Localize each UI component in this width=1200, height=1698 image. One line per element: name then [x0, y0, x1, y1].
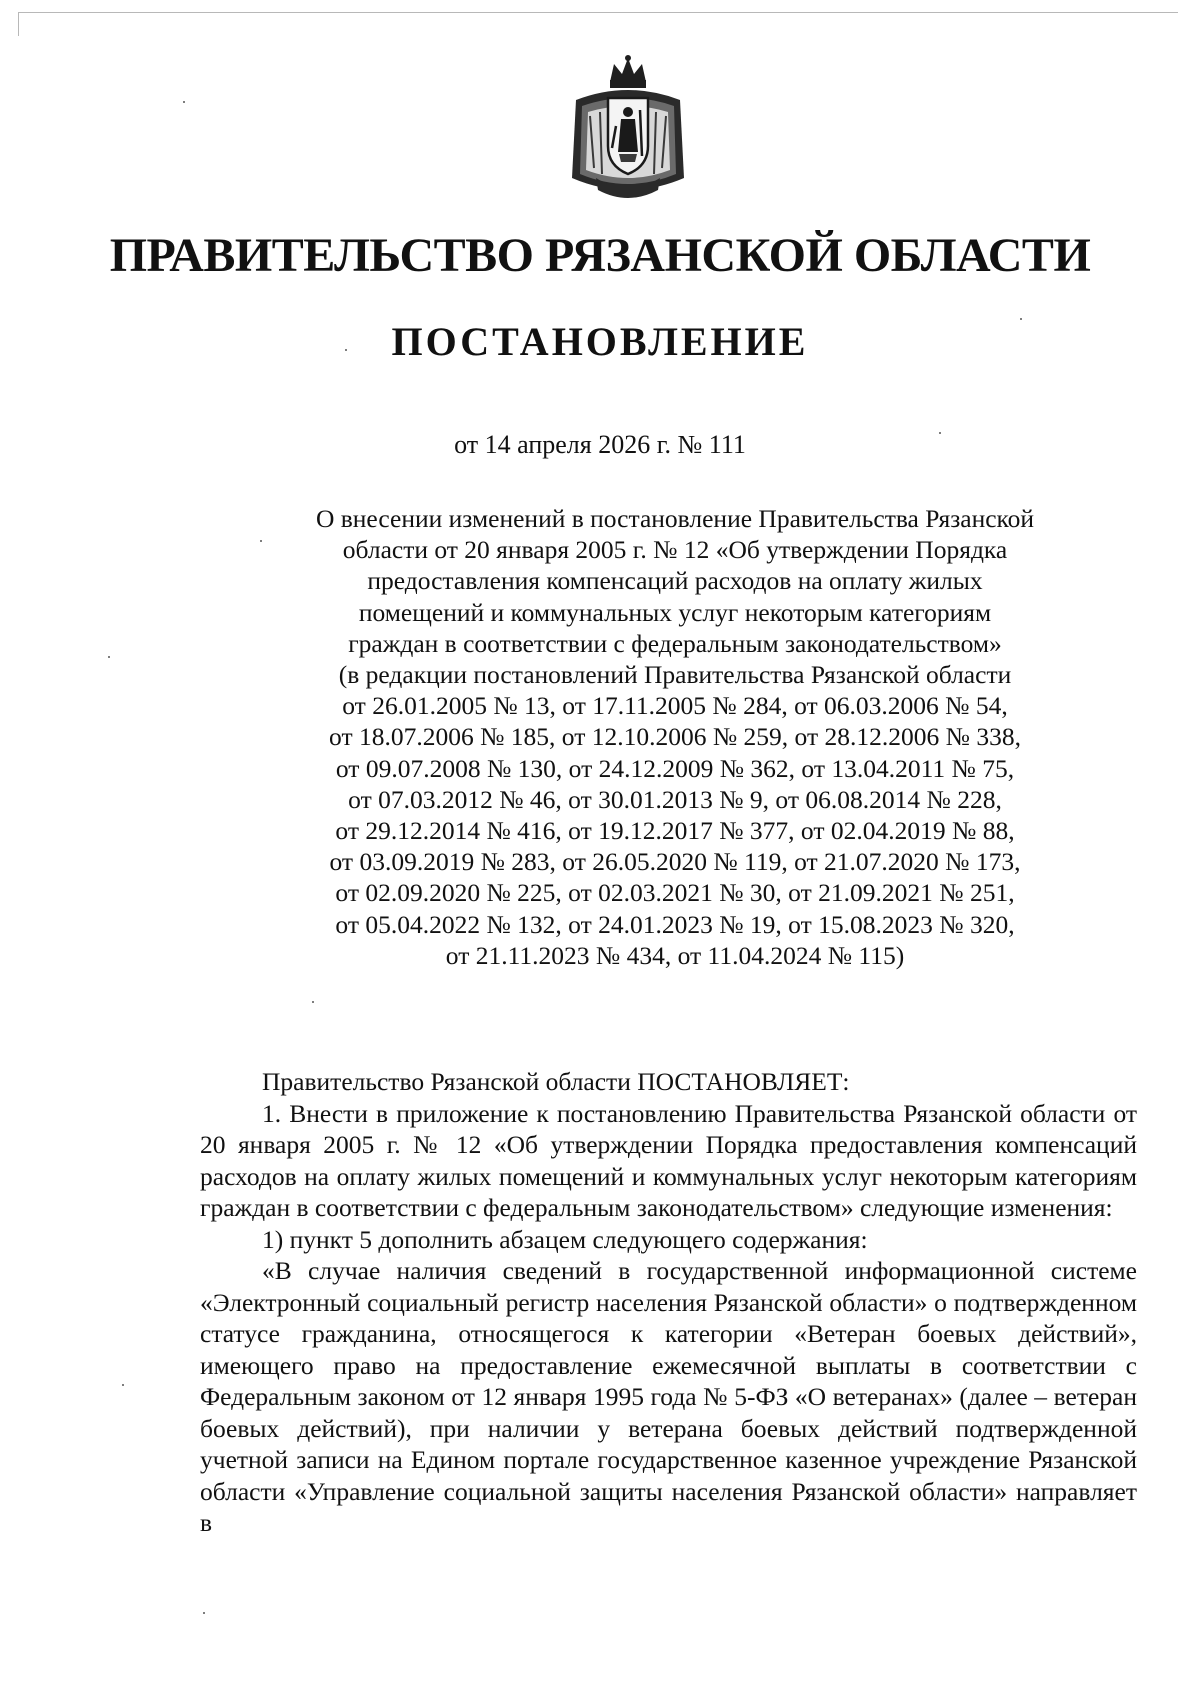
subject-line: от 03.09.2019 № 283, от 26.05.2020 № 119, от 21.07.2020 № 173, — [329, 847, 1021, 877]
document-subject — [255, 503, 1095, 971]
scan-speck — [122, 1384, 124, 1386]
scan-edge-top — [18, 12, 1178, 13]
scan-edge-left — [18, 12, 19, 36]
subject-line: помещений и коммунальных услуг некоторым категориям — [358, 597, 992, 627]
scan-speck — [203, 1612, 205, 1614]
subject-line: от 18.07.2006 № 185, от 12.10.2006 № 259, от 28.12.2006 № 338, — [329, 722, 1021, 752]
paragraph-quote: «В случае наличия сведений в государственной информационной системе «Электронный социальный регистр населения Рязанской области» о подтвержденном статусе гражданина, относящегося к категории «Ветеран боевых действий», имеющего право на предоставление ежемесячной выплаты в соответствии с Федеральным законом от 12 января 1995 года № 5-ФЗ «О ветеранах» (далее – ветеран боевых действий), при наличии у ветерана боевых действий подтвержденной учетной записи на Едином портале государственное казенное учреждение Рязанской области «Управление социальной защиты населения Рязанской области» направляет в — [200, 1256, 1137, 1537]
subject-line: от 21.11.2023 № 434, от 11.04.2024 № 115) — [445, 940, 905, 970]
date-number-line: от 14 апреля 2026 г. № 111 — [454, 430, 746, 459]
subject-line: от 02.09.2020 № 225, от 02.03.2021 № 30, от 21.09.2021 № 251, — [335, 878, 1015, 908]
document-body — [200, 1066, 1137, 1539]
paragraph-item-1: 1. Внести в приложение к постановлению Правительства Рязанской области от 20 января 2005 г. № 12 «Об утверждении Порядка предоставления компенсаций расходов на оплату жилых помещений и коммунальных услуг некоторым категориям граждан в соответствии с федеральным законодательством» следующие изменения: — [200, 1098, 1137, 1222]
subject-line: от 26.01.2005 № 13, от 17.11.2005 № 284, от 06.03.2006 № 54, — [342, 691, 1008, 721]
subject-line: от 07.03.2012 № 46, от 30.01.2013 № 9, от 06.08.2014 № 228, — [348, 784, 1002, 814]
subject-line: от 09.07.2008 № 130, от 24.12.2009 № 362, от 13.04.2011 № 75, — [335, 753, 1015, 783]
organization-title: ПРАВИТЕЛЬСТВО РЯЗАНСКОЙ ОБЛАСТИ — [109, 229, 1091, 282]
resolution-statement: Правительство Рязанской области ПОСТАНОВЛЯЕТ: — [262, 1067, 850, 1096]
document-type: ПОСТАНОВЛЕНИЕ — [391, 319, 809, 364]
subject-line: (в редакции постановлений Правительства Рязанской области — [338, 660, 1012, 690]
subject-line: от 29.12.2014 № 416, от 19.12.2017 № 377, от 02.04.2019 № 88, — [335, 816, 1015, 846]
scan-speck — [183, 101, 185, 103]
subject-line: О внесении изменений в постановление Правительства Рязанской — [315, 504, 1035, 533]
scan-speck — [108, 656, 110, 658]
subject-line: граждан в соответствии с федеральным законодательством» — [348, 628, 1002, 658]
subject-line: предоставления компенсаций расходов на оплату жилых — [367, 566, 983, 596]
subject-line: области от 20 января 2005 г. № 12 «Об утверждении Порядка — [342, 535, 1008, 565]
subject-line: от 05.04.2022 № 132, от 24.01.2023 № 19, от 15.08.2023 № 320, — [335, 909, 1015, 939]
ryazan-coat-of-arms-icon — [566, 52, 690, 208]
scan-speck — [312, 1001, 314, 1003]
paragraph-subitem-1: 1) пункт 5 дополнить абзацем следующего содержания: — [262, 1224, 868, 1254]
